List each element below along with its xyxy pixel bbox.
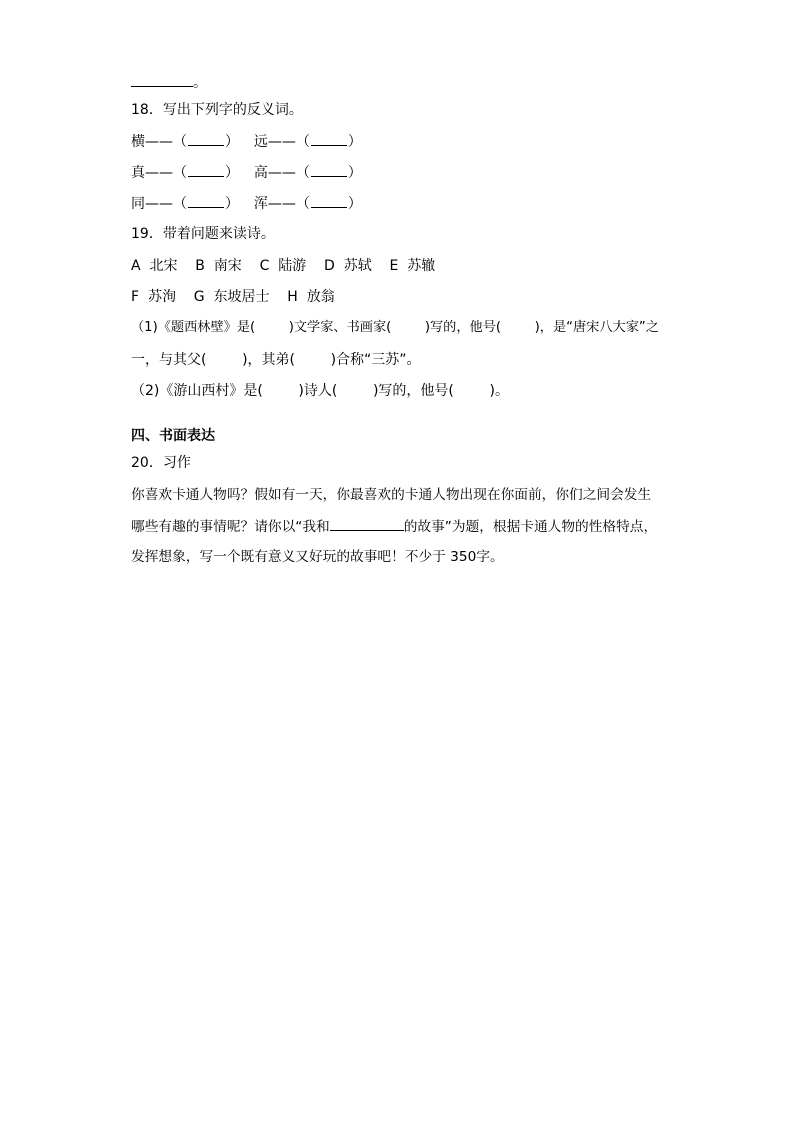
options-line-1: A 北宋 B 南宋 C 陆游 D 苏轼 E 苏辙 <box>131 258 436 274</box>
antonym-row-3: 同——（ ） 浑——（ ） <box>131 193 362 214</box>
answer-blank <box>131 72 193 87</box>
antonym-blank <box>311 162 347 177</box>
antonym-blank <box>311 193 347 208</box>
section-heading: 四、书面表达 <box>131 428 215 444</box>
antonym-row-2: 真——（ ） 高——（ ） <box>131 162 362 183</box>
essay-prompt-line-3: 发挥想象，写一个既有意义又好玩的故事吧！不少于 350字。 <box>131 549 504 565</box>
question-18-title: 18．写出下列字的反义词。 <box>131 102 303 118</box>
answer-line-continuation <box>131 72 207 93</box>
question-19-title: 19．带着问题来读诗。 <box>131 226 275 242</box>
essay-prompt-line-1: 你喜欢卡通人物吗？假如有一天，你最喜欢的卡通人物出现在你面前，你们之间会发生 <box>131 487 652 503</box>
essay-prompt-line-2: 哪些有趣的事情呢？请你以“我和 的故事”为题，根据卡通人物的性格特点， <box>131 516 657 537</box>
title-blank <box>330 516 404 531</box>
sub-question-2-line-1: （2)《游山西村》是( )诗人( )写的，他号( )。 <box>131 383 509 399</box>
antonym-blank <box>188 131 224 146</box>
question-20-title: 20．习作 <box>131 455 191 471</box>
antonym-row-1: 横——（ ） 远——（ ） <box>131 131 362 152</box>
antonym-blank <box>188 193 224 208</box>
options-line-2: F 苏洵 G 东坡居士 H 放翁 <box>131 289 335 305</box>
sub-question-1-line-1: （1)《题西林壁》是( )文学家、书画家( )写的，他号( )，是“唐宋八大家”之 <box>131 320 659 335</box>
antonym-blank <box>188 162 224 177</box>
sub-question-1-line-2: 一，与其父( )，其弟( )合称“三苏”。 <box>131 352 421 368</box>
period: 。 <box>193 75 207 91</box>
antonym-blank <box>311 131 347 146</box>
